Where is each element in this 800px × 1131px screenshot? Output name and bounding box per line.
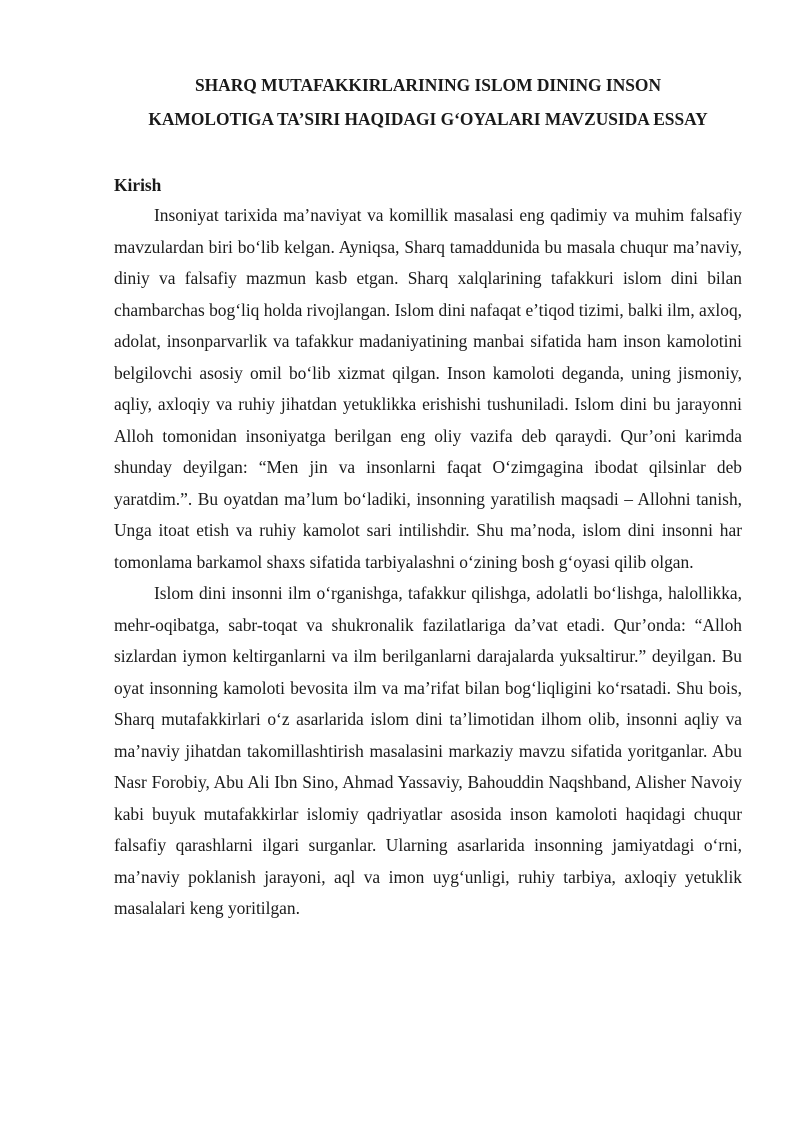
section-heading: Kirish (114, 175, 162, 195)
document-title (114, 68, 742, 136)
paragraph-2: Islom dini insonni ilm o‘rganishga, tafakkur qilishga, adolatli bo‘lishga, halollikka, mehr-oqibatga, sabr-toqat va shukronalik fazilatlariga da’vat etadi. Qur’onda: “Alloh sizlardan iymon keltirganlarni va ilm berilganlarni darajalarda yuksaltirur.” deyilgan. Bu oyat insonning kamoloti bevosita ilm va ma’rifat bilan bog‘liqligini ko‘rsatadi. Shu bois, Sharq mutafakkirlari o‘z asarlarida islom dini ta’limotidan ilhom olib, insonni aqliy va ma’naviy jihatdan takomillashtirish masalasini markaziy mavzu sifatida yoritganlar. Abu Nasr Forobiy, Abu Ali Ibn Sino, Ahmad Yassaviy, Bahouddin Naqshband, Alisher Navoiy kabi buyuk mutafakkirlar islomiy qadriyatlar asosida inson kamoloti haqidagi chuqur falsafiy qarashlarni ilgari surganlar. Ularning asarlarida insonning jamiyatdagi o‘rni, ma’naviy poklanish jarayoni, aql va imon uyg‘unligi, ruhiy tarbiya, axloqiy yetuklik masalalari keng yoritilgan. (114, 583, 742, 918)
title-line-1: SHARQ MUTAFAKKIRLARINING ISLOM DINING INSON (194, 75, 662, 95)
title-line-2: KAMOLOTIGA TA’SIRI HAQIDAGI G‘OYALARI MAVZUSIDA ESSAY (148, 109, 708, 129)
paragraph-1: Insoniyat tarixida ma’naviyat va komillik masalasi eng qadimiy va muhim falsafiy mavzulardan biri bo‘lib kelgan. Ayniqsa, Sharq tamaddunida bu masala chuqur ma’naviy, diniy va falsafiy mazmun kasb etgan. Sharq xalqlarining tafakkuri islom dini bilan chambarchas bog‘liq holda rivojlangan. Islom dini nafaqat e’tiqod tizimi, balki ilm, axloq, adolat, insonparvarlik va tafakkur madaniyatining manbai sifatida ham inson kamolotini belgilovchi asosiy omil bo‘lib xizmat qilgan. Inson kamoloti deganda, uning jismoniy, aqliy, axloqiy va ruhiy jihatdan yetuklikka erishishi tushuniladi. Islom dini bu jarayonni Alloh tomonidan insoniyatga berilgan eng oliy vazifa deb qaraydi. Qur’oni karimda shunday deyilgan: “Men jin va insonlarni faqat O‘zimgagina ibodat qilsinlar deb yaratdim.”. Bu oyatdan ma’lum bo‘ladiki, insonning yaratilish maqsadi – Allohni tanish, Unga itoat etish va ruhiy kamolot sari intilishdir. Shu ma’noda, islom dini insonni har tomonlama barkamol shaxs sifatida tarbiyalashni o‘zining bosh g‘oyasi qilib olgan. (114, 205, 743, 572)
document-page (114, 68, 742, 925)
